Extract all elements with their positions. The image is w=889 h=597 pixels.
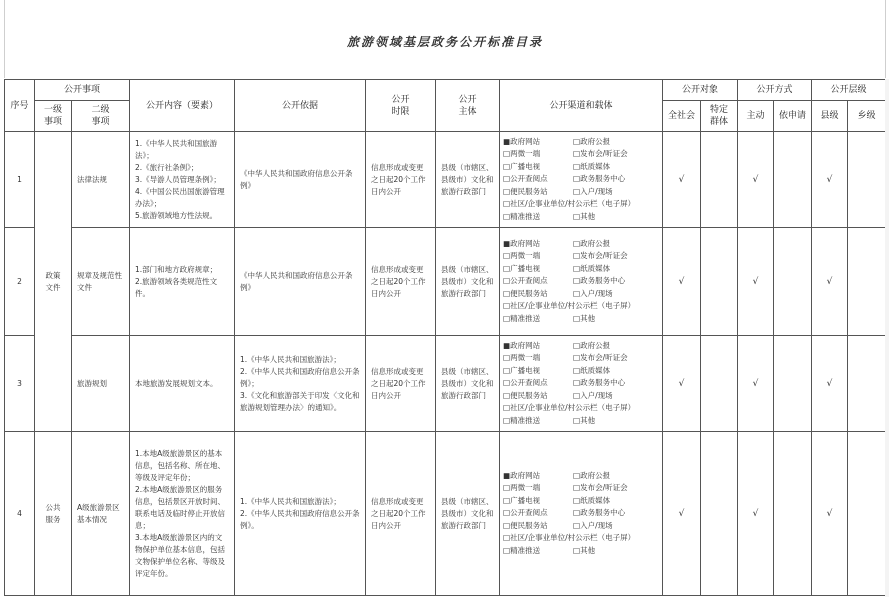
row-channel-list: ■政府网站 □政府公报 □两微一端 □发布会/听证会 □广播电视 □纸质媒体 □公开查阅点 □政务服务中心 □便民服务站 □入户/现场 □社区/企事业单位/村公示栏（电子屏） □精准推送 □其他 <box>500 132 663 228</box>
check-all-society: √ <box>663 228 701 336</box>
row-channel-list: ■政府网站 □政府公报 □两微一端 □发布会/听证会 □广播电视 □纸质媒体 □公开查阅点 □政务服务中心 □便民服务站 □入户/现场 □社区/企事业单位/村公示栏（电子屏） □精准推送 □其他 <box>500 432 663 596</box>
table-row <box>5 132 886 228</box>
header-items-group: 公开事项 <box>35 80 130 101</box>
row-basis: 《中华人民共和国政府信息公开条例》 <box>235 228 366 336</box>
check-active: √ <box>738 336 774 432</box>
header-township: 乡级 <box>848 101 886 132</box>
check-active: √ <box>738 432 774 596</box>
row-basis: 《中华人民共和国政府信息公开条例》 <box>235 132 366 228</box>
check-on-request <box>774 336 812 432</box>
row-subject: 县级（市辖区、县级市）文化和旅游行政部门 <box>436 336 500 432</box>
right-edge-divider <box>885 79 889 597</box>
row-basis: 1.《中华人民共和国旅游法》； 2.《中华人民共和国政府信息公开条例》； 3.《文化和旅游部关于印发〈文化和旅游规划管理办法〉的通知》。 <box>235 336 366 432</box>
header-level-group: 公开层级 <box>812 80 886 101</box>
check-specific-group <box>701 228 738 336</box>
row-content: 1.本地A级旅游景区的基本信息，包括名称、所在地、等级及评定年份； 2.本地A级旅游景区的服务信息，包括景区开放时间、联系电话及临时停止开放信息； 3.本地A级旅游景区内的文物保护单位基本信息，包括文物保护单位名称、等级及评定年份。 <box>130 432 235 596</box>
row-level1: 政策文件 <box>35 132 72 432</box>
row-subject: 县级（市辖区、县级市）文化和旅游行政部门 <box>436 228 500 336</box>
header-level1: 一级事项 <box>35 101 72 132</box>
table-row <box>5 336 886 432</box>
check-all-society: √ <box>663 132 701 228</box>
header-county: 县级 <box>812 101 848 132</box>
check-all-society: √ <box>663 336 701 432</box>
row-basis: 1.《中华人民共和国旅游法》； 2.《中华人民共和国政府信息公开条例》。 <box>235 432 366 596</box>
row-seq: 2 <box>5 228 35 336</box>
header-on-request: 依申请 <box>774 101 812 132</box>
check-township <box>848 228 886 336</box>
row-level2: 规章及规范性文件 <box>72 228 130 336</box>
check-township <box>848 336 886 432</box>
header-level2: 二级事项 <box>72 101 130 132</box>
row-channel-list: ■政府网站 □政府公报 □两微一端 □发布会/听证会 □广播电视 □纸质媒体 □公开查阅点 □政务服务中心 □便民服务站 □入户/现场 □社区/企事业单位/村公示栏（电子屏） □精准推送 □其他 <box>500 228 663 336</box>
row-time-limit: 信息形成或变更之日起20个工作日内公开 <box>366 336 436 432</box>
header-time-limit: 公开时限 <box>366 80 436 132</box>
check-county: √ <box>812 132 848 228</box>
check-specific-group <box>701 336 738 432</box>
row-time-limit: 信息形成或变更之日起20个工作日内公开 <box>366 432 436 596</box>
check-on-request <box>774 228 812 336</box>
check-specific-group <box>701 432 738 596</box>
row-time-limit: 信息形成或变更之日起20个工作日内公开 <box>366 228 436 336</box>
header-seq: 序号 <box>5 80 35 132</box>
row-level1: 公共服务 <box>35 432 72 596</box>
check-on-request <box>774 132 812 228</box>
header-target-group: 公开对象 <box>663 80 738 101</box>
row-level2: 旅游规划 <box>72 336 130 432</box>
row-level2: 法律法规 <box>72 132 130 228</box>
header-method-group: 公开方式 <box>738 80 812 101</box>
header-specific-group: 特定群体 <box>701 101 738 132</box>
check-all-society: √ <box>663 432 701 596</box>
check-on-request <box>774 432 812 596</box>
header-all-society: 全社会 <box>663 101 701 132</box>
catalog-table <box>4 79 886 596</box>
row-subject: 县级（市辖区、县级市）文化和旅游行政部门 <box>436 432 500 596</box>
row-time-limit: 信息形成或变更之日起20个工作日内公开 <box>366 132 436 228</box>
row-seq: 1 <box>5 132 35 228</box>
title-area <box>4 0 886 78</box>
check-active: √ <box>738 228 774 336</box>
header-basis: 公开依据 <box>235 80 366 132</box>
row-content: 1.《中华人民共和国旅游法》； 2.《旅行社条例》； 3.《导游人员管理条例》； 4.《中国公民出国旅游管理办法》； 5.旅游领域地方性法规。 <box>130 132 235 228</box>
row-content: 本地旅游发展规划文本。 <box>130 336 235 432</box>
check-county: √ <box>812 228 848 336</box>
check-active: √ <box>738 132 774 228</box>
row-seq: 4 <box>5 432 35 596</box>
check-township <box>848 432 886 596</box>
row-content: 1.部门和地方政府规章； 2.旅游领域各类规范性文件。 <box>130 228 235 336</box>
table-row <box>5 432 886 596</box>
header-channel: 公开渠道和载体 <box>500 80 663 132</box>
header-subject: 公开主体 <box>436 80 500 132</box>
check-county: √ <box>812 336 848 432</box>
check-county: √ <box>812 432 848 596</box>
header-row-1 <box>5 80 886 101</box>
check-specific-group <box>701 132 738 228</box>
document-title: 旅游领域基层政务公开标准目录 <box>346 35 543 49</box>
check-township <box>848 132 886 228</box>
header-active: 主动 <box>738 101 774 132</box>
row-level2: A级旅游景区基本情况 <box>72 432 130 596</box>
row-channel-list: ■政府网站 □政府公报 □两微一端 □发布会/听证会 □广播电视 □纸质媒体 □公开查阅点 □政务服务中心 □便民服务站 □入户/现场 □社区/企事业单位/村公示栏（电子屏） □精准推送 □其他 <box>500 336 663 432</box>
row-subject: 县级（市辖区、县级市）文化和旅游行政部门 <box>436 132 500 228</box>
row-seq: 3 <box>5 336 35 432</box>
header-content: 公开内容（要素） <box>130 80 235 132</box>
table-row <box>5 228 886 336</box>
